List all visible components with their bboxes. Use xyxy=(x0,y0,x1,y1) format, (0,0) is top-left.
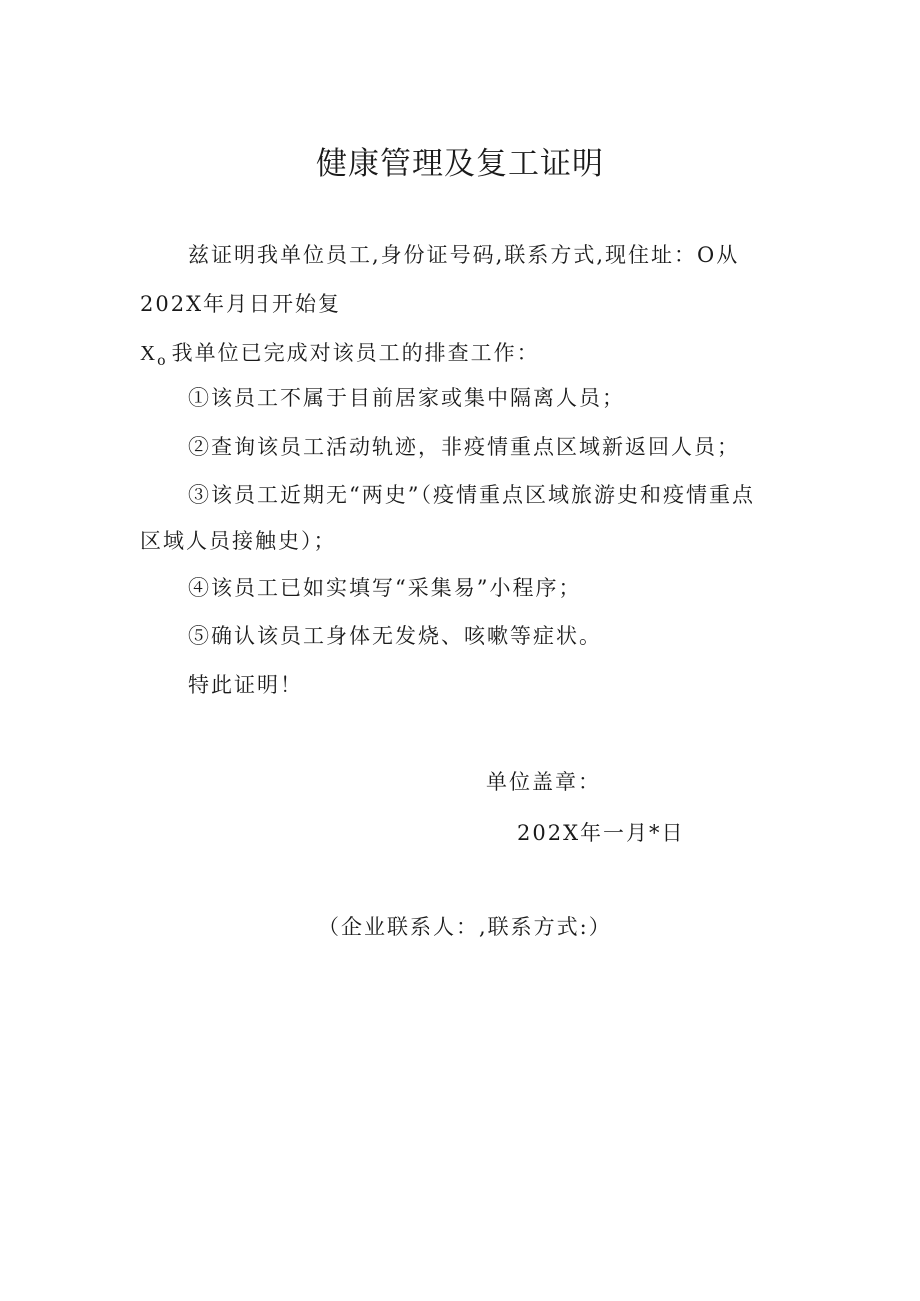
item-4: ④该员工已如实填写“采集易”小程序； xyxy=(188,576,582,600)
paragraph-line-3-x: X xyxy=(140,341,158,365)
paragraph-line-3-subscript: o xyxy=(157,353,166,369)
paragraph-line-2: 202X年月日开始复 xyxy=(140,292,342,316)
item-3-line-2: 区域人员接触史）； xyxy=(140,529,337,553)
document-title: 健康管理及复工证明 xyxy=(316,146,604,182)
seal-label: 单位盖章： xyxy=(486,770,601,794)
item-1: ①该员工不属于目前居家或集中隔离人员； xyxy=(188,386,625,410)
contact-line: （企业联系人：,联系方式:） xyxy=(318,915,612,939)
paragraph-line-1: 兹证明我单位员工,身份证号码,联系方式,现住址：O从 xyxy=(188,243,740,267)
item-5: ⑤确认该员工身体无发烧、咳嗽等症状。 xyxy=(188,624,602,648)
item-2: ②查询该员工活动轨迹，非疫情重点区域新返回人员； xyxy=(188,435,740,459)
paragraph-line-3 xyxy=(140,338,540,376)
item-3-line-1: ③该员工近期无“两史”（疫情重点区域旅游史和疫情重点 xyxy=(188,483,755,507)
closing-statement: 特此证明！ xyxy=(188,673,303,697)
paragraph-line-3-text: 我单位已完成对该员工的排查工作： xyxy=(171,341,540,365)
date-line: 202X年一月*日 xyxy=(517,821,685,845)
